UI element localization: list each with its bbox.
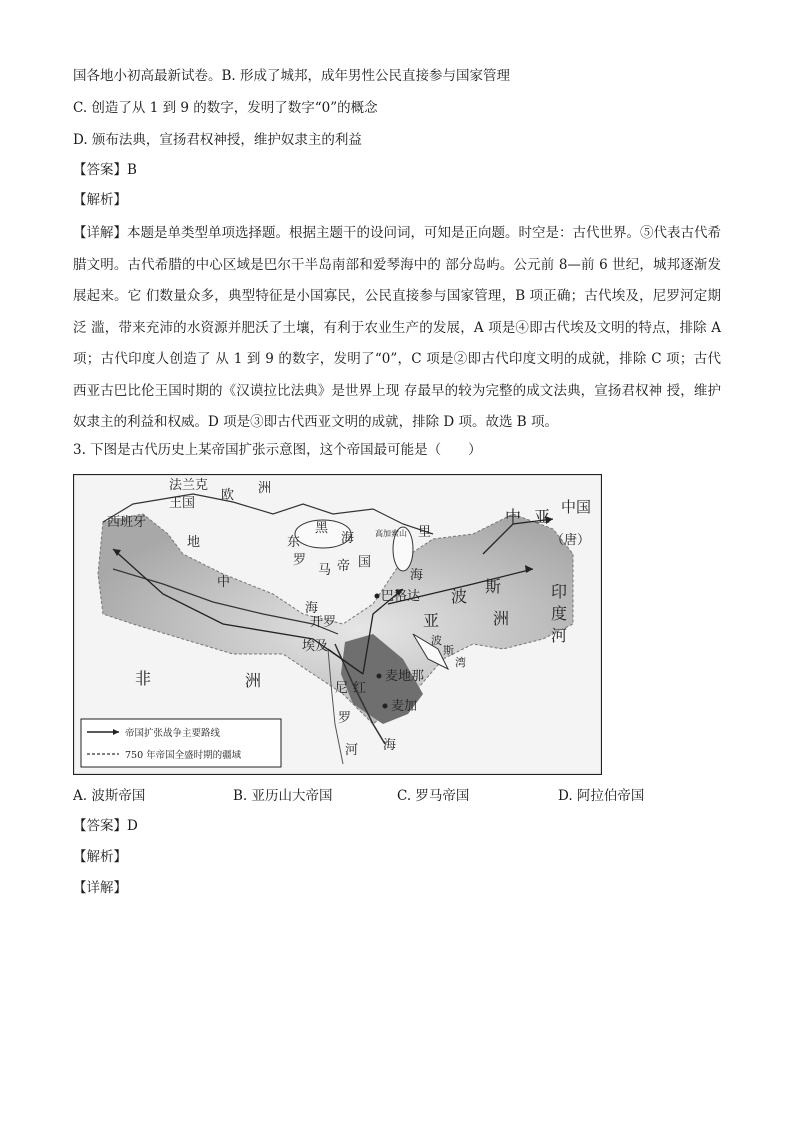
map-label-ya-asia: 亚 — [534, 507, 551, 526]
map-label-hai-med: 海 — [305, 601, 319, 616]
map-label-di2: 帝 — [337, 559, 351, 574]
map-label-nile1: 尼 — [335, 681, 349, 696]
option-b-text: 国各地小初高最新试卷。B. 形成了城邦，成年男性公民直接参与国家管理 — [73, 68, 511, 84]
map-label-falanke: 法兰克 — [169, 478, 209, 493]
option-c-text: C. 创造了从 1 到 9 的数字，发明了数字“0”的概念 — [73, 100, 378, 116]
map-label-zhong-asia: 中 — [505, 507, 522, 526]
map-label-hai-caspian: 海 — [410, 568, 424, 583]
empire-expansion-map — [73, 474, 602, 775]
map-label-ma: 马 — [318, 563, 332, 578]
map-legend — [81, 719, 281, 767]
map-label-bo: 波 — [451, 587, 468, 606]
map-label-xibanya: 西班牙 — [107, 515, 147, 530]
answer-label-2: 【答案】D — [73, 818, 138, 834]
map-label-li: 里 — [418, 525, 432, 540]
mecca-dot — [383, 704, 388, 709]
map-label-mecca: 麦加 — [391, 699, 418, 714]
legend-route-label: 帝国扩张战争主要路线 — [125, 728, 221, 739]
option-a: A. 波斯帝国 — [73, 788, 146, 804]
map-label-hai-black: 海 — [341, 531, 355, 546]
analysis-label: 【解析】 — [73, 192, 127, 208]
question-3-stem: 3. 下图是古代历史上某帝国扩张示意图，这个帝国最可能是（ ） — [73, 442, 482, 458]
map-label-yin: 印 — [551, 582, 568, 601]
map-label-luo: 罗 — [293, 553, 307, 568]
map-label-ou: 欧 — [221, 488, 235, 503]
map-label-kailuo: 开罗 — [310, 615, 337, 630]
detail-label-2: 【详解】 — [73, 880, 127, 896]
map-label-medina: 麦地那 — [385, 669, 425, 684]
map-label-zhou2: 洲 — [493, 609, 510, 628]
option-c: C. 罗马帝国 — [397, 788, 470, 804]
map-label-baghdad: 巴格达 — [381, 589, 421, 604]
map-label-zhong: 中 — [217, 575, 231, 590]
map-label-bosi-wan2: 斯 — [443, 644, 454, 657]
map-label-fei: 非 — [135, 669, 152, 688]
map-label-bosi-wan1: 波 — [431, 634, 442, 647]
baghdad-dot — [375, 594, 380, 599]
map-label-nile3: 河 — [345, 743, 359, 758]
map-label-zhou3: 洲 — [245, 671, 262, 690]
map-label-di: 地 — [187, 535, 201, 550]
map-label-he-indus: 河 — [551, 626, 568, 645]
map-label-bosi-wan3: 湾 — [455, 656, 466, 669]
map-label-zhou1: 洲 — [258, 481, 272, 496]
detail-paragraph: 【详解】本题是单类型单项选择题。根据主题干的设问词，可知是正向题。时空是：古代世界。⑤代表古代希腊文明。古代希腊的中心区域是巴尔干半岛南部和爱琴海中的 部分岛屿。公元前 8—前 6 世纪，城邦逐渐发展起来。它 们数量众多，典型特征是小国寡民，公民直接参与国家管理，B 项正确；古代埃及，尼罗河定期泛 滥，带来充沛的水资源并肥沃了土壤，有利于农业生产的发展，A 项是④即古代埃及文明的特点，排除 A 项；古代印度人创造了 从 1 到 9 的数字，发明了“0”，C 项是②即古代印度文明的成就，排除 C 项；古代西亚古巴比伦王国时期的《汉谟拉比法典》是世界上现 存最早的较为完整的成文法典，宣扬君权神 授，维护奴隶主的利益和权威。D 项是③即古代西亚文明的成就，排除 D 项。故选 B 项。 — [73, 225, 721, 430]
analysis-label-2: 【解析】 — [73, 849, 127, 865]
map-label-zhongguo: 中国 — [561, 498, 592, 516]
map-label-gaojiasuo: 高加索山 — [375, 529, 407, 538]
legend-territory-label: 750 年帝国全盛时期的疆域 — [125, 750, 242, 761]
map-label-nile2: 罗 — [338, 711, 352, 726]
map-label-guo: 国 — [358, 555, 372, 570]
map-label-du: 度 — [551, 604, 568, 623]
map-label-si: 斯 — [485, 577, 502, 596]
option-b: B. 亚历山大帝国 — [233, 788, 333, 804]
map-label-ya2: 亚 — [423, 611, 440, 630]
map-label-wangguo: 王国 — [169, 496, 196, 511]
map-label-hai-red: 海 — [383, 738, 397, 753]
option-d-text: D. 颁布法典，宣扬君权神授，维护奴隶主的利益 — [73, 132, 362, 148]
answer-label: 【答案】B — [73, 162, 137, 178]
medina-dot — [377, 674, 382, 679]
map-label-aiji: 埃及 — [302, 639, 329, 654]
map-label-dong: 东 — [287, 535, 301, 550]
option-d: D. 阿拉伯帝国 — [558, 788, 645, 804]
map-label-tang: （唐） — [551, 533, 591, 548]
map-label-hong: 红 — [353, 681, 367, 696]
map-label-hei: 黑 — [315, 521, 329, 536]
